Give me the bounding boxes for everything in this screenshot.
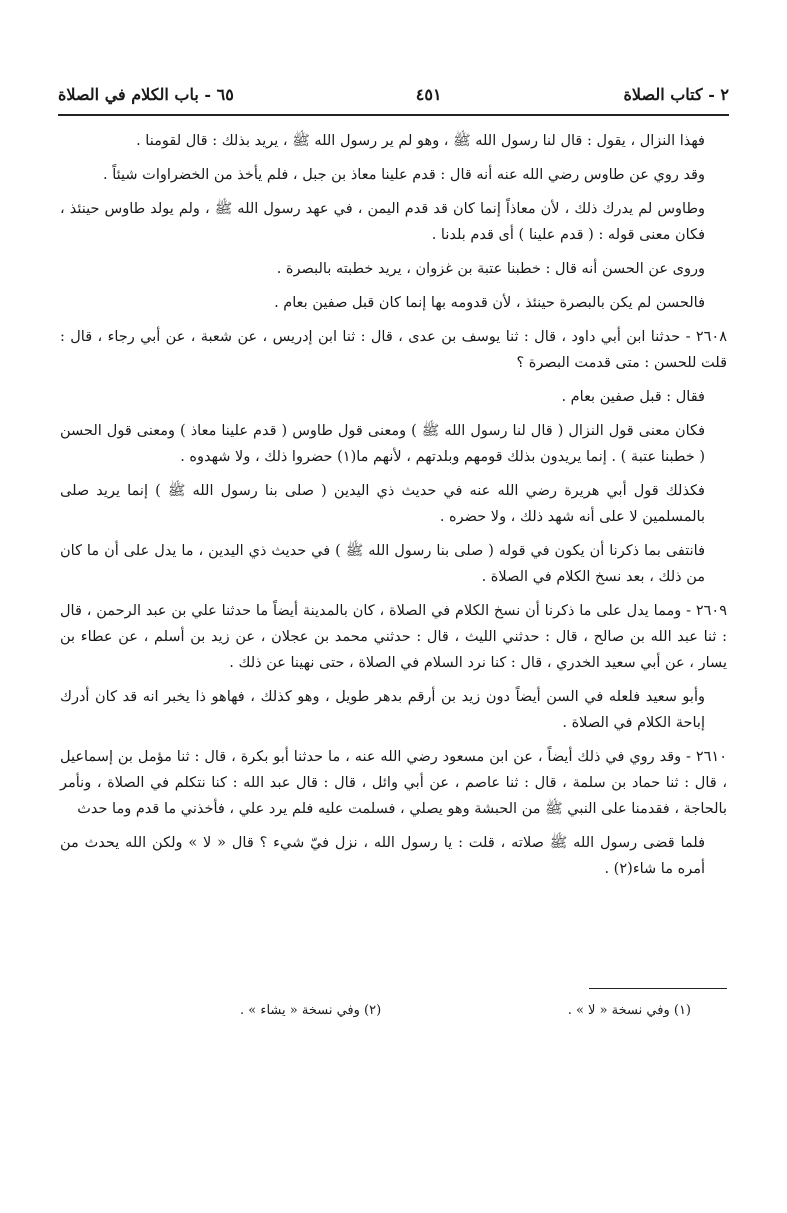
hadith-2610: ٢٦١٠ - وقد روي في ذلك أيضاً ، عن ابن مسعود رضي الله عنه ، ما حدثنا أبو بكرة ، قال : ثنا مؤمل بن إسماعيل ، قال : ثنا حماد بن سلمة ، قال : ثنا عاصم ، عن أبي وائل ، قال : قال عبد الله : كنا نتكلم في الصلاة ، ونأمر بالحاجة ، فقدمنا على النبي ﷺ من الحبشة وهو يصلي ، فسلمت عليه فلم يرد علي ، فأخذني ما قدم وما حدث xyxy=(60,749,727,817)
paragraph: وأبو سعيد فلعله في السن أيضاً دون زيد بن أرقم بدهر طويل ، وهو كذلك ، فهاهو ذا يخبر انه قد كان أدرك إباحة الكلام في الصلاة . xyxy=(60,689,705,731)
book-title: ٢ - كتاب الصلاة xyxy=(623,84,729,104)
paragraph: وروى عن الحسن أنه قال : خطبنا عتبة بن غزوان ، يريد خطبته بالبصرة . xyxy=(276,261,705,277)
paragraph: فانتفى بما ذكرنا أن يكون في قوله ( صلى بنا رسول الله ﷺ ) في حديث ذي اليدين ، ما يدل على أن ما كان من ذلك ، بعد نسخ الكلام في الصلاة . xyxy=(60,543,705,585)
footnote-divider xyxy=(589,988,727,989)
chapter-title: ٦٥ - باب الكلام في الصلاة xyxy=(58,84,234,104)
paragraph: فقال : قبل صفين بعام . xyxy=(561,389,705,405)
footnote-1: (١) وفي نسخة « لا » . xyxy=(567,1003,691,1018)
paragraph: فكان معنى قول النزال ( قال لنا رسول الله ﷺ ) ومعنى قول طاوس ( قدم علينا معاذ ) ومعنى قول الحسن ( خطبنا عتبة ) . إنما يريدون بذلك قومهم وبلدتهم ، لأنهم ما(١) حضروا ذلك ، ولا شهدوه . xyxy=(60,423,705,465)
paragraph: فهذا النزال ، يقول : قال لنا رسول الله ﷺ ، وهو لم ير رسول الله ﷺ ، يريد بذلك : قال لقومنا . xyxy=(136,133,705,149)
main-text xyxy=(60,128,727,890)
hadith-2608: ٢٦٠٨ - حدثنا ابن أبي داود ، قال : ثنا يوسف بن عدى ، قال : ثنا ابن إدريس ، عن شعبة ، عن أبي رجاء ، قال : قلت للحسن : متى قدمت البصرة ؟ xyxy=(60,329,727,371)
paragraph: وطاوس لم يدرك ذلك ، لأن معاذاً إنما كان قد قدم اليمن ، في عهد رسول الله ﷺ ، ولم يولد طاوس حينئذ ، فكان معنى قوله : ( قدم علينا ) أى قدم بلدنا . xyxy=(60,201,705,243)
page-number: ٤٥١ xyxy=(415,84,442,104)
footnote-2: (٢) وفي نسخة « يشاء » . xyxy=(240,1003,382,1018)
page-header xyxy=(58,74,729,116)
hadith-2609: ٢٦٠٩ - ومما يدل على ما ذكرنا أن نسخ الكلام في الصلاة ، كان بالمدينة أيضاً ما حدثنا علي بن عبد الرحمن ، قال : ثنا عبد الله بن صالح ، قال : حدثني الليث ، قال : حدثني محمد بن عجلان ، عن زيد بن أسلم ، عن عطاء بن يسار ، عن أبي سعيد الخدري ، قال : كنا نرد السلام في الصلاة ، حتى نهينا عن ذلك . xyxy=(60,603,727,671)
footnotes xyxy=(240,1003,691,1018)
paragraph: فالحسن لم يكن بالبصرة حينئذ ، لأن قدومه بها إنما كان قبل صفين بعام . xyxy=(274,295,705,311)
paragraph: وقد روي عن طاوس رضي الله عنه أنه قال : قدم علينا معاذ بن جبل ، فلم يأخذ من الخضراوات شيئاً . xyxy=(103,167,705,183)
paragraph: فكذلك قول أبي هريرة رضي الله عنه في حديث ذي اليدين ( صلى بنا رسول الله ﷺ ) إنما يريد صلى بالمسلمين لا على أنه شهد ذلك ، ولا حضره . xyxy=(60,483,705,525)
paragraph: فلما قضى رسول الله ﷺ صلاته ، قلت : يا رسول الله ، نزل فيّ شيء ؟ قال « لا » ولكن الله يحدث من أمره ما شاء(٢) . xyxy=(60,835,705,877)
